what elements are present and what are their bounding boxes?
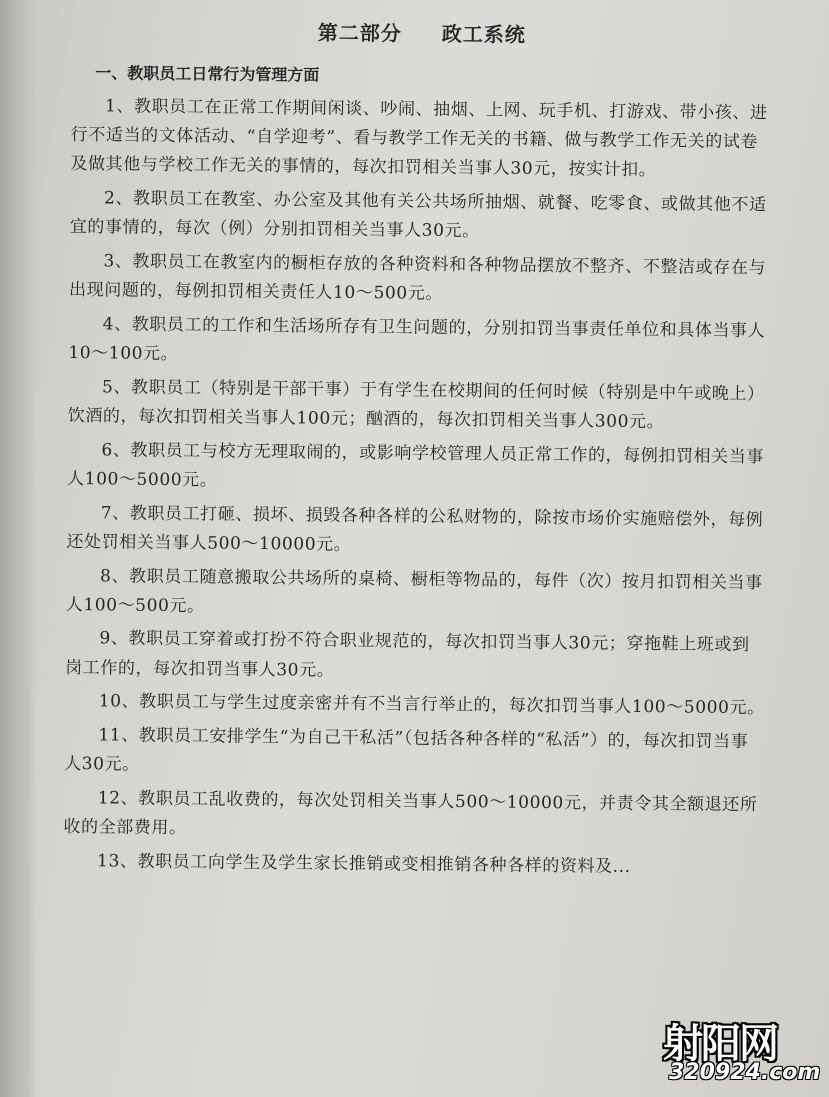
site-watermark bbox=[663, 1012, 823, 1092]
watermark-logo: 射阳网 bbox=[663, 1021, 777, 1067]
rule-item-7: 7、教职员工打砸、损坏、损毁各种各样的公私财物的，除按市场价实施赔偿外，每例还处罚相关当事人500～10000元。 bbox=[66, 502, 764, 555]
rule-item-13: 13、教职员工向学生及学生家长推销或变相推销各种各样的资料及... bbox=[97, 851, 631, 877]
rule-item-6: 6、教职员工与校方无理取闹的，或影响学校管理人员正常工作的，每例扣罚相关当事人100～5000元。 bbox=[67, 440, 765, 491]
rule-item-10: 10、教职员工与学生过度亲密并有不当言行举止的，每次扣罚当事人100～5000元。 bbox=[98, 691, 765, 719]
rule-item-12: 12、教职员工乱收费的，每次处罚相关当事人500～10000元，并责令其全额退还所收的全部费用。 bbox=[63, 788, 758, 839]
rule-item-11: 11、教职员工安排学生“为自己干私活”（包括各种各样的“私活”）的，每次扣罚当事人30元。 bbox=[64, 725, 749, 776]
rule-item-2: 2、教职员工在教室、办公室及其他有关公共场所抽烟、就餐、吃零食、或做其他不适宜的事情的，每次（例）分别扣罚相关当事人30元。 bbox=[69, 188, 767, 242]
rule-item-9: 9、教职员工穿着或打扮不符合职业规范的，每次扣罚当事人30元；穿拖鞋上班或到岗工作的，每次扣罚当事人30元。 bbox=[65, 628, 750, 681]
page-title bbox=[72, 12, 772, 55]
page-binding-shadow bbox=[0, 0, 38, 1097]
rule-item-5: 5、教职员工（特别是干部干事）于有学生在校期间的任何时候（特别是中午或晚上）饮酒的，每次扣罚相关当事人100元；酗酒的，每次扣罚相关当事人300元。 bbox=[67, 377, 765, 433]
title-name: 政工系统 bbox=[441, 21, 526, 47]
rule-item-4: 4、教职员工的工作和生活场所存有卫生问题的，分别扣罚当事责任单位和具体当事人10～100元。 bbox=[68, 314, 766, 365]
document-body bbox=[63, 12, 772, 888]
watermark-url: 320924.com bbox=[669, 1060, 821, 1085]
rule-item-1: 1、教职员工在正常工作期间闲谈、吵闹、抽烟、上网、玩手机、打游戏、带小孩、进行不适当的文体活动、“自学迎考”、看与教学工作无关的书籍、做与教学工作无关的试卷及做其他与学校工作无关的事情的，每次扣罚相关当事人30元，按实计扣。 bbox=[70, 96, 768, 181]
rule-item-3: 3、教职员工在教室内的橱柜存放的各种资料和各种物品摆放不整齐、不整洁或存在与出现问题的，每例扣罚相关责任人10～500元。 bbox=[68, 251, 767, 305]
rule-item-8: 8、教职员工随意搬取公共场所的桌椅、橱柜等物品的，每件（次）按月扣罚相关当事人100～500元。 bbox=[65, 565, 763, 617]
title-part: 第二部分 bbox=[317, 20, 402, 46]
section-heading: 一、教职员工日常行为管理方面 bbox=[95, 63, 320, 85]
